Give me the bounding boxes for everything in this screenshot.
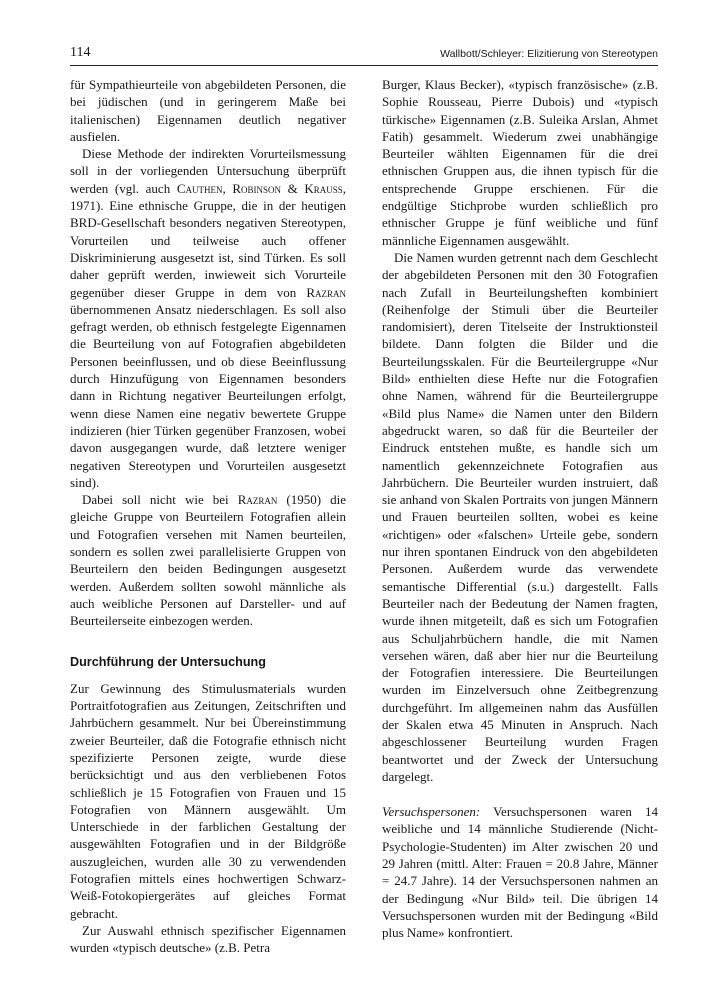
paragraph: Dabei soll nicht wie bei Razran (1950) die gleiche Gruppe von Beurteilern Fotografien allein und Fotografien versehen mit Namen beurteilen, sondern es sollen zwei parallelisierte Gruppen von Beurteilern den beiden Bedingungen ausgesetzt werden. Außerdem sollten sowohl männliche als auch weibliche Personen auf Darsteller- und auf Beurteilerseite einbezogen werden. [70, 492, 347, 629]
page-number: 114 [70, 45, 91, 60]
paragraph: Zur Auswahl ethnisch spezifischer Eigennamen wurden «typisch deutsche» (z.B. Petra [70, 922, 346, 956]
paragraph-label: Versuchspersonen: [382, 804, 481, 820]
citation: Cauthen, Robinson & Krauss [176, 180, 343, 196]
paragraph: Die Namen wurden getrennt nach dem Geschlecht der abgebildeten Personen mit den 30 Fotografien nach Zufall in Beurteilungsheften kombiniert (Reihenfolge der Stimuli über die Beurteiler randomisiert), deren Titelseite der Instruktionsteil bildete. Dann folgten die Bilder und die Beurteilungsskalen. Für die Beurteilergruppe «Nur Bild» enthielten diese Hefte nur die Fotografien ohne Namen, während für die Beurteilergruppe «Bild plus Name» die Namen unter den Bildern abgedruckt waren, so daß für die Beurteiler der Eindruck entstehen mußte, es handle sich um namentlich gekennzeichnete Fotografien aus Jahrbüchern. Die Beurteiler wurden instruiert, daß sie anhand von Skalen Portraits von jungen Männern und Frauen beurteilen sollten, wobei es keine «richtigen» oder «falschen» Urteile gebe, sondern nur ihren spontanen Eindruck von den abgebildeten Personen. Außerdem wurde das verwendete semantische Differential (s.u.) dargestellt. Falls Beurteiler nach der Bedeutung der Namen fragten, wurde ihnen mitgeteilt, daß es sich um Fotografien aus Schuljahrbüchern handle, die mit Namen versehen wären, daß aber hier nur die Beurteilung der Fotografien interessiere. Die Beurteilungen wurden im Einzelversuch ohne Zeitbegrenzung durchgeführt. Im allgemeinen nahm das Ausfüllen der Skalen etwa 45 Minuten in Anspruch. Nach abgeschlossener Beurteilung wurden Fragen beantwortet und der Zweck der Untersuchung dargelegt. [382, 249, 658, 784]
paragraph-gap [382, 785, 658, 803]
citation: Razran [306, 284, 346, 300]
paragraph: Diese Methode der indirekten Vorurteilsmessung soll in der vorliegenden Untersuchung überprüft werden (vgl. auch Cauthen, Robinson & Krauss, 1971). Eine ethnische Gruppe, die in der heutigen BRD-Gesellschaft besonders negativen Stereotypen, Vorurteilen und teilweise auch offener Diskriminierung ausgesetzt ist, sind Türken. Es soll daher geprüft werden, inwieweit sich Vorurteile gegenüber dieser Gruppe in dem von Razran übernommenen Ansatz niederschlagen. Es soll also gefragt werden, ob ethnisch festgelegte Eigennamen die Beurteilung von auf Fotografien abgebildeten Personen beeinflussen, und ob diese Beeinflussung durch Hinzufügung von Eigennamen besonders dann in Richtung negativer Beurteilungen erfolgt, wenn diese Namen eine negativ bewertete Gruppe indizieren (hier Türken gegenüber Franzosen, wobei davon ausgegangen wurde, daß letztere weniger negativen Stereotypen und Vorurteilen ausgesetzt sind). [70, 146, 346, 490]
paragraph: Zur Gewinnung des Stimulusmaterials wurden Portraitfotografien aus Zeitungen, Zeitschriften und Jahrbüchern gesammelt. Nur bei Übereinstimmung zweier Beurteiler, daß die Fotografie ethnisch nicht spezifizierte Personen zeigte, wurde diese berücksichtigt und aus den verbliebenen Fotos schließlich je 15 Fotografien von Frauen und 15 Fotografien von Männern ausgewählt. Um Unterschiede in der farblichen Gestaltung der ausgewählten Fotografien und in der Bildgröße auszugleichen, wurden alle 30 zu verwendenden Fotografien mittels eines hochwertigen Schwarz-Weiß-Fotokopiergerätes auf gleiches Format gebracht. [70, 680, 346, 921]
left-column [70, 76, 346, 957]
running-head: Wallbott/Schleyer: Elizitierung von Stereotypen [440, 48, 658, 60]
right-column [382, 76, 658, 942]
citation: Razran [237, 492, 278, 508]
paragraph: Burger, Klaus Becker), «typisch französische» (z.B. Sophie Rousseau, Pierre Dubois) und «typisch türkische» Eigennamen (z.B. Suleika Arslan, Ahmet Fatih) gesammelt. Wiederum zwei unabhängige Beurteiler wählten Eigennamen für die drei ethnischen Gruppen aus, die ihnen typisch für die entsprechende Gruppe erschienen. Für die endgültige Stichprobe wurden schließlich pro ethnischer Gruppe je fünf weibliche und fünf männliche Eigennamen ausgewählt. [382, 77, 658, 248]
paragraph: Versuchspersonen: Versuchspersonen waren 14 weibliche und 14 männliche Studierende (Nicht-Psychologie-Studenten) im Alter zwischen 20 und 29 Jahren (mittl. Alter: Frauen = 20.8 Jahre, Männer = 24.7 Jahre). 14 der Versuchspersonen nahmen an der Bedingung «Nur Bild» teil. Die übrigen 14 Versuchspersonen wurden mit der Bedingung «Bild plus Name» konfrontiert. [382, 804, 658, 941]
page-header [70, 45, 658, 66]
section-heading: Durchführung der Untersuchung [70, 654, 266, 669]
paragraph: für Sympathieurteile von abgebildeten Personen, die bei jüdischen (und in geringerem Maße bei italienischen) Eigennamen deutlich negativer ausfielen. [70, 77, 346, 144]
